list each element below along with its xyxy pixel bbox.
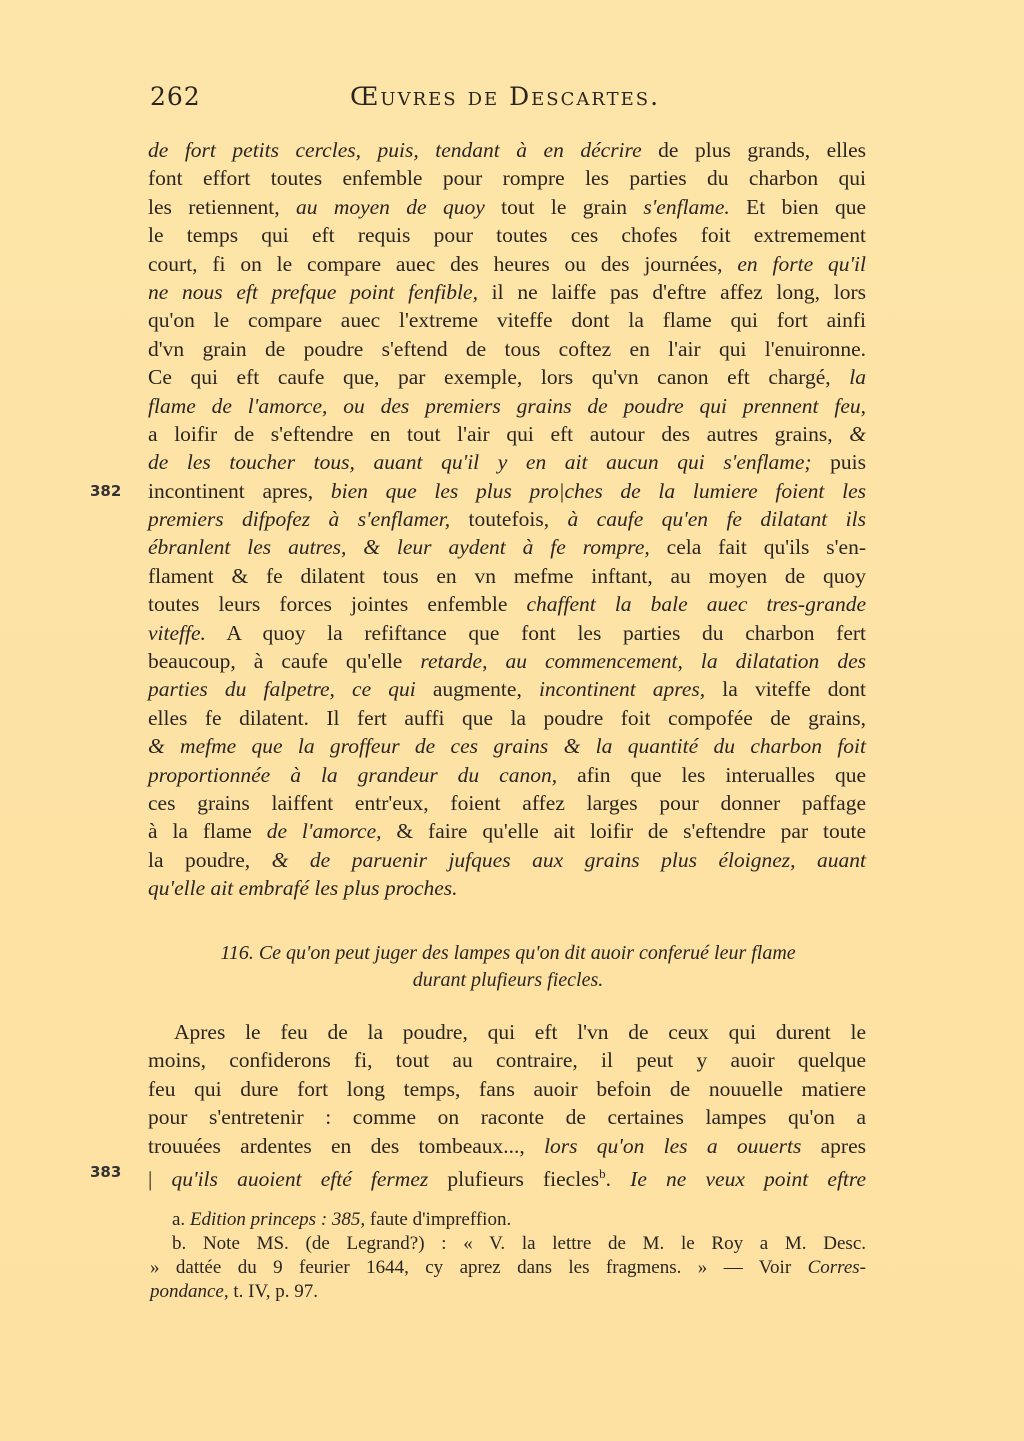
text-line — [148, 420, 866, 448]
text-run: b. Note MS. (de Legrand?) : « V. la lettre de M. le Roy a M. Desc. — [172, 1233, 866, 1254]
text-run: de plus grands, elles — [641, 138, 866, 162]
footnote-line — [150, 1208, 866, 1232]
section-heading — [150, 940, 866, 994]
text-run: elles fe dilatent. Il fert auffi que la poudre foit compofée de grains, — [148, 705, 866, 730]
text-run: » dattée du 9 feurier 1644, cy aprez dans les fragmens. » — Voir — [150, 1257, 808, 1278]
text-run: chaffent la bale auec tres-grande — [526, 592, 866, 617]
text-run: viteffe. — [148, 620, 206, 645]
text-run: de fort petits cercles, puis, tendant à en décrire — [148, 138, 642, 162]
text-run: moins, confiderons fi, tout au contraire, il peut y auoir quelque — [148, 1048, 866, 1073]
text-run: pour s'entretenir : comme on raconte de certaines lampes qu'on a — [148, 1105, 866, 1130]
text-run: il ne laiffe pas d'eftre affez long, lors — [477, 279, 867, 304]
text-line — [148, 1132, 866, 1160]
text-run: tout le grain — [484, 194, 644, 219]
text-run: à caufe qu'en fe dilatant ils — [567, 507, 866, 532]
text-line — [148, 817, 866, 845]
text-run: & de paruenir jufques aux grains plus éloignez, auant — [271, 847, 867, 872]
text-run: pondance, — [150, 1281, 229, 1302]
text-line — [148, 136, 866, 164]
text-line — [148, 335, 866, 363]
text-run: les retiennent, — [148, 194, 296, 219]
text-run: Apres le feu de la poudre, qui eft l'vn de ceux qui durent le — [174, 1020, 866, 1044]
margin-page-ref: 383 — [90, 1163, 122, 1181]
text-run: A quoy la refiftance que font les parties du charbon fert — [205, 620, 866, 645]
margin-page-ref: 382 — [90, 482, 122, 500]
text-run: toutefois, — [450, 507, 568, 532]
text-line — [148, 193, 866, 221]
page-number: 262 — [150, 82, 201, 111]
footnotes — [150, 1208, 866, 1304]
text-line — [148, 278, 866, 306]
text-run: feu qui dure fort long temps, fans auoir befoin de nouuelle matiere — [148, 1076, 866, 1101]
text-line — [148, 1018, 866, 1046]
text-run: Ce qui eft caufe que, par exemple, lors qu'vn canon eft chargé, — [148, 365, 850, 390]
text-run: a. — [172, 1209, 190, 1230]
text-run: faute d'impreffion. — [365, 1209, 512, 1230]
text-run: afin que les interualles que — [557, 762, 866, 787]
text-line — [148, 874, 866, 902]
text-line — [148, 363, 866, 391]
text-line — [148, 647, 866, 675]
text-run: toutes leurs forces jointes enfemble — [148, 592, 527, 617]
text-run: s'enflame. — [643, 194, 730, 219]
text-run: qu'on le compare auec l'extreme viteffe dont la flame qui fort ainfi — [148, 308, 866, 333]
text-line — [148, 1103, 866, 1131]
text-line — [148, 1160, 867, 1192]
text-run: à la flame — [148, 819, 267, 844]
text-run: font effort toutes enfemble pour rompre les parties du charbon qui — [148, 166, 866, 191]
text-run: beaucoup, à caufe qu'elle — [148, 649, 421, 674]
text-line — [148, 590, 866, 618]
text-line — [148, 619, 866, 647]
footnote-line — [150, 1232, 866, 1256]
text-line — [148, 732, 866, 760]
text-run: apres — [801, 1133, 866, 1158]
text-run: incontinent apres, — [538, 677, 706, 702]
text-line — [148, 306, 866, 334]
text-run: b — [599, 1165, 606, 1181]
text-run: flame de l'amorce, ou des premiers grains de poudre qui prennent feu, — [148, 393, 866, 418]
text-run: de l'amorce, — [266, 819, 382, 844]
text-run: & faire qu'elle ait loifir de s'eftendre par toute — [381, 819, 866, 844]
text-run: puis — [811, 450, 866, 475]
text-line — [148, 761, 866, 789]
text-line — [148, 704, 866, 732]
text-run: ne nous eft prefque point fenfible, — [148, 279, 478, 304]
text-run: proportionnée à la grandeur du canon, — [148, 762, 558, 787]
text-run: le temps qui eft requis pour toutes ces chofes foit extremement — [148, 223, 866, 248]
text-run: la — [849, 365, 866, 390]
page-header — [150, 82, 866, 122]
text-run: d'vn grain de poudre s'eftend de tous coftez en l'air qui l'enuironne. — [148, 336, 866, 361]
text-run: la poudre, — [148, 847, 272, 872]
section-heading-line: durant plufieurs fiecles. — [412, 969, 604, 991]
text-run: au moyen de quoy — [295, 194, 485, 219]
text-line — [148, 789, 866, 817]
text-run: Et bien que — [729, 194, 867, 219]
footnote-line — [150, 1280, 866, 1304]
text-run: bien que les plus pro|ches de la lumiere foient les — [330, 478, 866, 503]
text-run: augmente, — [415, 677, 539, 702]
text-run: . — [605, 1167, 631, 1192]
text-line — [148, 1075, 866, 1103]
text-run: premiers difpofez à s'enflamer, — [148, 507, 451, 532]
text-run: & mefme que la groffeur de ces grains & la quantité du charbon foit — [148, 734, 866, 759]
text-run: retarde, au commencement, la dilatation des — [420, 649, 866, 674]
text-run: incontinent apres, — [148, 478, 331, 503]
text-line — [148, 1046, 866, 1074]
text-run: & — [849, 421, 866, 446]
text-run: ébranlent les autres, & leur aydent à fe rompre, — [148, 535, 650, 560]
text-run: t. IV, p. 97. — [228, 1281, 319, 1302]
text-line — [148, 477, 866, 505]
text-run: Edition princeps : 385, — [189, 1209, 366, 1230]
text-line — [148, 164, 866, 192]
text-run: cela fait qu'ils s'en- — [649, 535, 866, 560]
text-line — [148, 250, 866, 278]
text-run: flament & fe dilatent tous en vn mefme inftant, au moyen de quoy — [148, 563, 866, 588]
text-line — [148, 533, 866, 561]
text-line — [148, 505, 866, 533]
text-run: qu'elle ait embrafé les plus proches. — [148, 876, 458, 901]
text-line — [148, 846, 866, 874]
text-run: parties du falpetre, ce qui — [148, 677, 416, 702]
text-run: qu'ils auoient efté fermez — [171, 1167, 429, 1192]
text-run: lors qu'on les a ouuerts — [544, 1133, 802, 1158]
section-heading-line: 116. Ce qu'on peut juger des lampes qu'on dit auoir conferué leur flame — [220, 942, 796, 964]
main-text — [148, 136, 866, 903]
text-run: de les toucher tous, auant qu'il y en ait aucun qui s'enflame; — [148, 450, 812, 475]
text-run: la viteffe dont — [705, 677, 867, 702]
running-title: Œuvres de Descartes. — [350, 82, 661, 111]
text-run: plufieurs fiecles — [428, 1167, 600, 1192]
footnote-line — [150, 1256, 866, 1280]
text-run: | — [148, 1167, 172, 1192]
text-line — [148, 392, 866, 420]
text-run: court, fi on le compare auec des heures ou des journées, — [148, 251, 738, 276]
text-line — [148, 675, 866, 703]
text-run: Corres- — [807, 1257, 866, 1278]
text-run: Ie ne veux point eftre — [630, 1167, 867, 1192]
text-line — [148, 448, 866, 476]
section-text — [148, 1018, 867, 1192]
text-run: trouuées ardentes en des tombeaux..., — [148, 1133, 545, 1158]
text-run: ces grains laiffent entr'eux, foient affez larges pour donner paffage — [148, 790, 866, 815]
text-line — [148, 562, 866, 590]
text-run: en forte qu'il — [737, 251, 866, 276]
text-run: a loifir de s'eftendre en tout l'air qui eft autour des autres grains, — [148, 421, 850, 446]
text-line — [148, 221, 866, 249]
